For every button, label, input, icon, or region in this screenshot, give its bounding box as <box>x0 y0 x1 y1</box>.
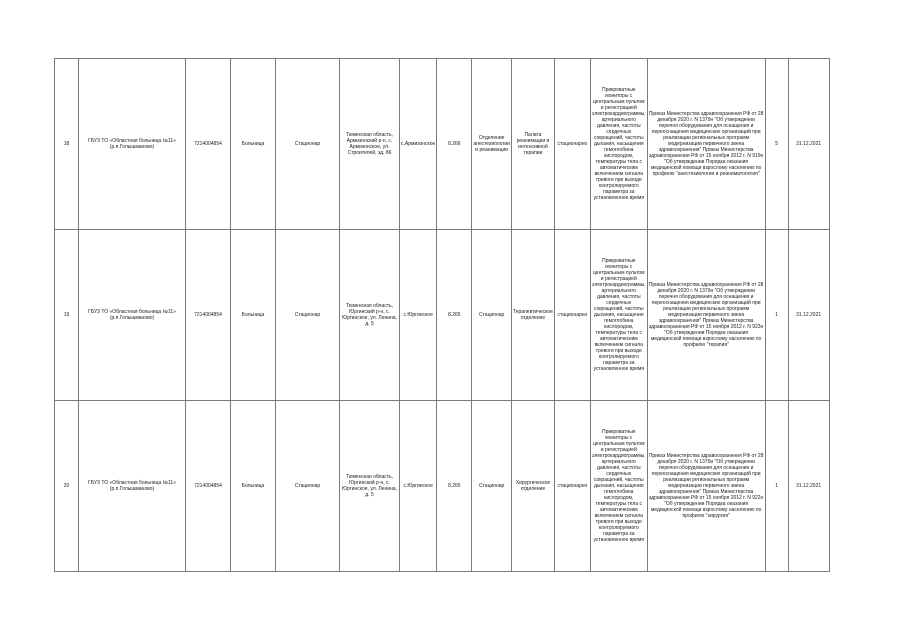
equipment-description: Прикроватные мониторы с центральным пультом и регистрацией электрокардиограммы, артериального давления, частоты сердечных сокращений, частоты дыхания, насыщения гемоглобина кислородом, температуры тела с автоматическим включением сигнала тревоги при выходе контролируемого параметра за установленное время <box>590 401 647 572</box>
equipment-table <box>54 58 830 572</box>
room: Терапевтическое отделение <box>511 230 554 401</box>
row-number: 20 <box>55 401 79 572</box>
facility-type: Больница <box>231 59 276 230</box>
department: Стационар <box>472 230 512 401</box>
organization-name: ГБУЗ ТО «Областная больница №11» (р.п.Голышманово) <box>79 59 186 230</box>
due-date: 31.12.2021 <box>788 230 829 401</box>
care-type: Стационар <box>276 401 340 572</box>
care-condition: стационарно <box>554 59 590 230</box>
organization-name: ГБУЗ ТО «Областная больница №11» (р.п.Голышманово) <box>79 401 186 572</box>
care-type: Стационар <box>276 59 340 230</box>
equipment-description: Прикроватные мониторы с центральным пультом и регистрацией электрокардиограммы, артериального давления, частоты сердечных сокращений, частоты дыхания, насыщения гемоглобина кислородом, температуры тела с автоматическим включением сигнала тревоги при выходе контролируемого параметра за установленное время <box>590 59 647 230</box>
code: 8.265 <box>437 230 472 401</box>
address: Тюменская область, Юргинский р-н, с. Юргинское, ул. Ленина, д. 5 <box>340 401 400 572</box>
settlement: с.Юргинское <box>400 230 437 401</box>
table-row <box>55 59 830 230</box>
table-row <box>55 230 830 401</box>
equipment-description: Прикроватные мониторы с центральным пультом и регистрацией электрокардиограммы, артериального давления, частоты сердечных сокращений, частоты дыхания, насыщения гемоглобина кислородом, температуры тела с автоматическим включением сигнала тревоги при выходе контролируемого параметра за установленное время <box>590 230 647 401</box>
regulatory-order: Приказ Министерства здравоохранения РФ от 28 декабря 2020 г. N 1379н "Об утверждении перечня оборудования для оснащения и переоснащения медицинских организаций при реализации региональных программ модернизации первичного звена здравоохранения" Приказ Министерства здравоохранения РФ от 15 ноября 2012 г. N 919н "Об утверждении Порядка оказания медицинской помощи взрослому населению по профилю "анестезиология и реаниматология" <box>647 59 765 230</box>
settlement: с.Армизонское <box>400 59 437 230</box>
room: Хирургическое отделение <box>511 401 554 572</box>
department: Стационар <box>472 401 512 572</box>
room: Палата реанимации и интенсивной терапии <box>511 59 554 230</box>
care-condition: стационарно <box>554 230 590 401</box>
due-date: 31.12.2021 <box>788 401 829 572</box>
code: 8.265 <box>437 401 472 572</box>
settlement: с.Юргинское <box>400 401 437 572</box>
regulatory-order: Приказ Министерства здравоохранения РФ от 28 декабря 2020 г. N 1379н "Об утверждении перечня оборудования для оснащения и переоснащения медицинских организаций при реализации региональных программ модернизации первичного звена здравоохранения" Приказ Министерства здравоохранения РФ от 15 ноября 2012 г. N 923н "Об утверждении Порядка оказания медицинской помощи взрослому населению по профилю "терапия" <box>647 230 765 401</box>
table-row <box>55 401 830 572</box>
facility-type: Больница <box>231 401 276 572</box>
organization-name: ГБУЗ ТО «Областная больница №11» (р.п.Голышманово) <box>79 230 186 401</box>
inn: 7214004854 <box>186 230 231 401</box>
row-number: 19 <box>55 230 79 401</box>
address: Тюменская область, Армизонский р-н, с. Армизонское, ул. Строителей, зд. 86 <box>340 59 400 230</box>
care-condition: стационарно <box>554 401 590 572</box>
due-date: 31.12.2021 <box>788 59 829 230</box>
quantity: 1 <box>765 401 788 572</box>
quantity: 1 <box>765 230 788 401</box>
inn: 7214004854 <box>186 401 231 572</box>
address: Тюменская область, Юргинский р-н, с. Юргинское, ул. Ленина, д. 5 <box>340 230 400 401</box>
department: Отделение анестезиологии и реанимации <box>472 59 512 230</box>
regulatory-order: Приказ Министерства здравоохранения РФ от 28 декабря 2020 г. N 1379н "Об утверждении перечня оборудования для оснащения и переоснащения медицинских организаций при реализации региональных программ модернизации первичного звена здравоохранения" Приказ Министерства здравоохранения РФ от 15 ноября 2012 г. N 922н "Об утверждении Порядка оказания медицинской помощи взрослому населению по профилю "хирургия" <box>647 401 765 572</box>
code: 8.266 <box>437 59 472 230</box>
quantity: 5 <box>765 59 788 230</box>
row-number: 18 <box>55 59 79 230</box>
care-type: Стационар <box>276 230 340 401</box>
facility-type: Больница <box>231 230 276 401</box>
inn: 7214004854 <box>186 59 231 230</box>
